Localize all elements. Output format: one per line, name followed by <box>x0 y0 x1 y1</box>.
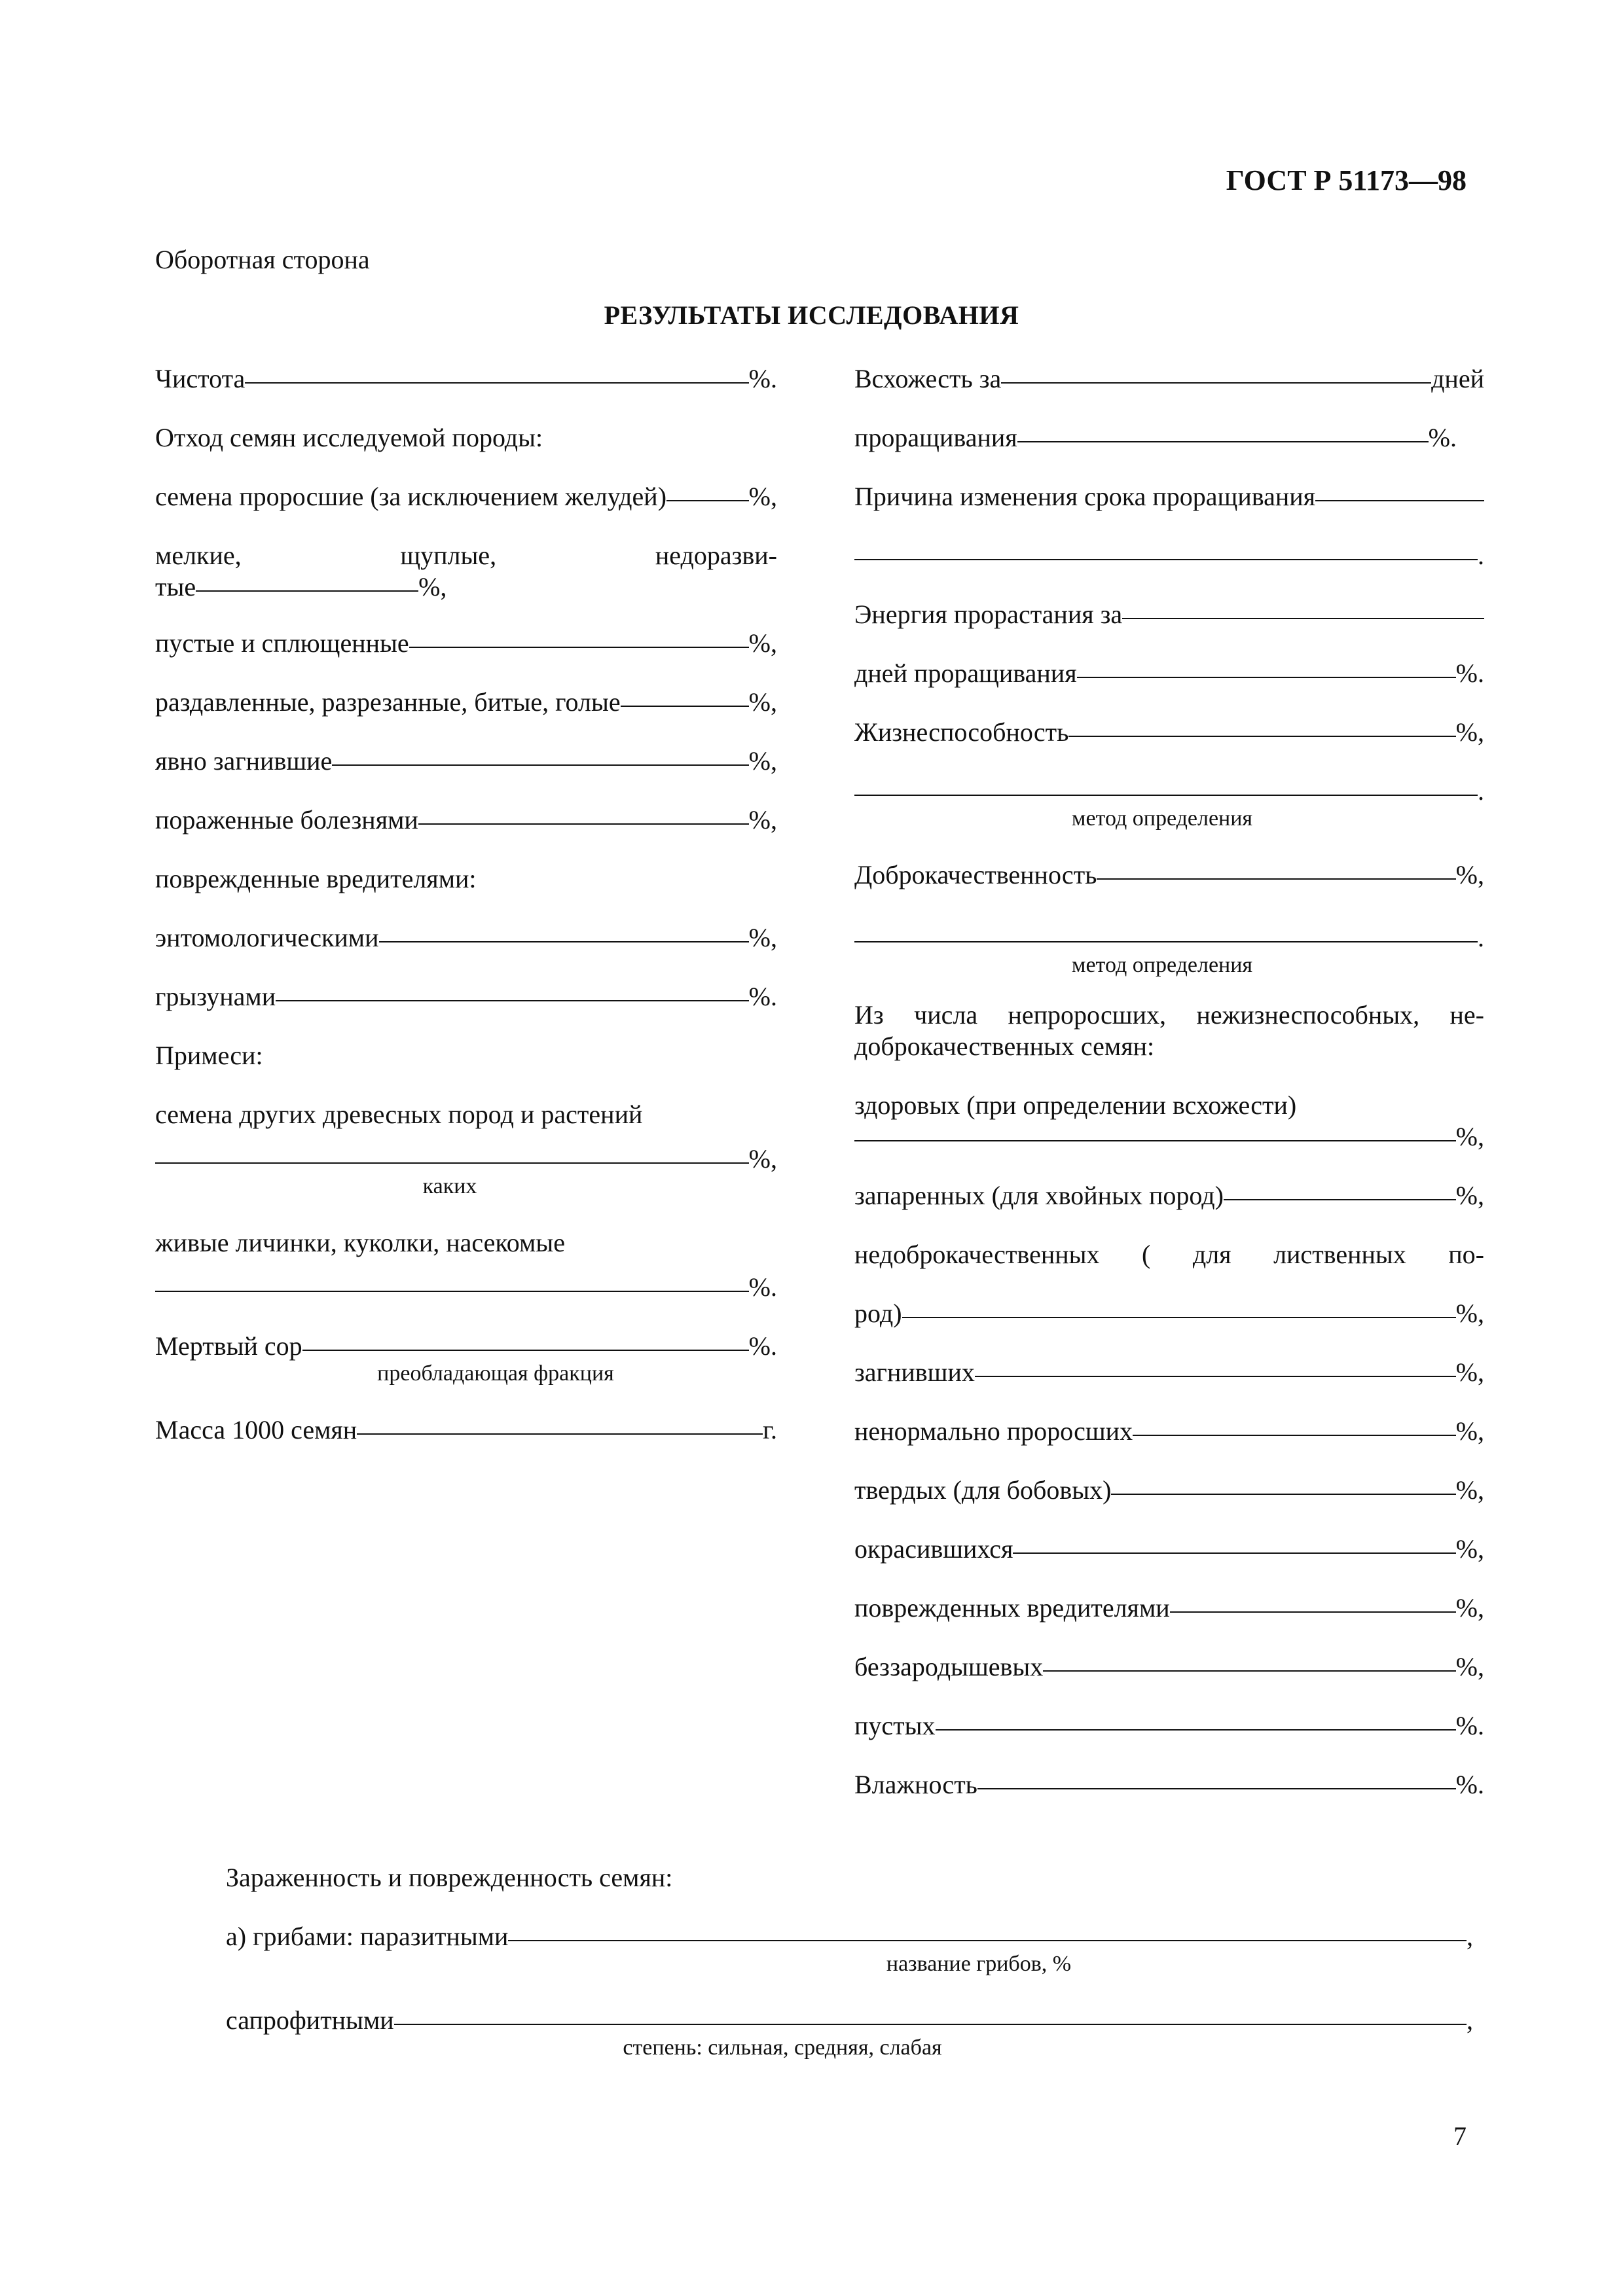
poor-blank[interactable] <box>902 1317 1456 1318</box>
standard-number: ГОСТ Р 51173—98 <box>1226 164 1467 196</box>
parasitic-hint: название грибов, % <box>886 1952 1072 1976</box>
empty-blank[interactable] <box>936 1729 1456 1731</box>
small-label-line: мелкие, щуплые, недоразви- <box>155 541 777 570</box>
germination-blank[interactable] <box>1001 382 1431 384</box>
steamed-blank[interactable] <box>1224 1199 1456 1200</box>
dead-litter-field: Мертвый сор %. <box>155 1331 777 1361</box>
page-caption: Оборотная сторона <box>155 245 370 274</box>
pest-damaged-field: поврежденных вредителями %, <box>854 1593 1484 1623</box>
viability-method-hint: метод определения <box>1071 806 1253 831</box>
hard-blank[interactable] <box>1111 1494 1455 1495</box>
viability-blank[interactable] <box>1068 736 1455 737</box>
impurities-heading: Примеси: <box>155 1041 263 1070</box>
reason-cont-blank[interactable] <box>854 559 1478 560</box>
germination-field: Всхожесть за дней <box>854 364 1484 393</box>
diseased-field: пораженные болезнями %, <box>155 805 777 834</box>
entomological-field: энтомологическими %, <box>155 923 777 952</box>
quality-method-blank[interactable] <box>854 941 1478 942</box>
reason-field: Причина изменения срока проращивания <box>854 481 1484 512</box>
other-seeds-field: %, <box>155 1143 777 1175</box>
crushed-blank[interactable] <box>621 706 749 707</box>
waste-heading: Отход семян исследуемой породы: <box>155 423 543 452</box>
viability-method-field: . <box>854 776 1484 807</box>
embryoless-field: беззародышевых %, <box>854 1652 1484 1681</box>
hard-field: твердых (для бобовых) %, <box>854 1475 1484 1505</box>
other-seeds-text: семена других древесных пород и растений <box>155 1100 643 1129</box>
infection-section <box>226 1862 1473 2089</box>
left-column <box>155 363 777 1473</box>
quality-blank[interactable] <box>1097 878 1455 880</box>
energy-field: Энергия прорастания за <box>854 599 1484 630</box>
rotten-blank[interactable] <box>332 764 748 766</box>
empty-field: пустых %. <box>854 1711 1484 1740</box>
healthy-field: %, <box>854 1121 1484 1153</box>
quality-field: Доброкачественность %, <box>854 860 1484 889</box>
live-larvae-blank[interactable] <box>155 1291 749 1292</box>
parasitic-field: а) грибами: паразитными , <box>226 1922 1473 1951</box>
moisture-blank[interactable] <box>977 1788 1456 1789</box>
diseased-blank[interactable] <box>418 823 749 825</box>
live-larvae-text: живые личинки, куколки, насекомые <box>155 1228 565 1257</box>
pest-damaged-blank[interactable] <box>1170 1611 1456 1613</box>
dead-litter-blank[interactable] <box>302 1350 749 1351</box>
sprouted-blank[interactable] <box>666 500 749 501</box>
other-seeds-hint: каких <box>422 1174 477 1198</box>
reason-cont-field: . <box>854 540 1484 571</box>
saprophytic-field: сапрофитными , <box>226 2005 1473 2035</box>
abnormal-blank[interactable] <box>1133 1435 1456 1436</box>
viability-field: Жизнеспособность %, <box>854 717 1484 747</box>
rodents-blank[interactable] <box>276 1000 749 1001</box>
page-number: 7 <box>1453 2121 1467 2151</box>
saprophytic-blank[interactable] <box>394 2024 1467 2025</box>
rotten-field: явно загнившие %, <box>155 746 777 776</box>
small-field: тые %, <box>155 572 447 601</box>
among-text-1: Из числа непроросших, нежизнеспособных, не- <box>854 1000 1484 1030</box>
energy-days-blank[interactable] <box>1077 677 1456 678</box>
quality-method-field: . <box>854 922 1484 954</box>
page-title: РЕЗУЛЬТАТЫ ИССЛЕДОВАНИЯ <box>604 300 1019 330</box>
germination-days-field: проращивания %. <box>854 423 1457 452</box>
rodents-field: грызунами %. <box>155 982 777 1011</box>
saprophytic-hint: степень: сильная, средняя, слабая <box>623 2036 942 2060</box>
steamed-field: запаренных (для хвойных пород) %, <box>854 1181 1484 1210</box>
entomological-blank[interactable] <box>379 941 749 942</box>
viability-method-blank[interactable] <box>854 795 1478 796</box>
parasitic-blank[interactable] <box>508 1940 1467 1941</box>
other-seeds-blank[interactable] <box>155 1162 749 1164</box>
germination-days-blank[interactable] <box>1017 441 1429 442</box>
healthy-text: здоровых (при определении всхожести) <box>854 1090 1297 1120</box>
pests-heading: поврежденные вредителями: <box>155 864 477 893</box>
empty-flat-field: пустые и сплющенные %, <box>155 628 777 658</box>
poor-field: род) %, <box>854 1299 1484 1328</box>
purity-blank[interactable] <box>245 382 748 384</box>
colored-blank[interactable] <box>1013 1552 1455 1554</box>
reason-blank[interactable] <box>1315 500 1484 501</box>
rotted-field: загнивших %, <box>854 1357 1484 1387</box>
healthy-blank[interactable] <box>854 1140 1456 1141</box>
quality-method-hint: метод определения <box>1071 953 1253 977</box>
live-larvae-field: %. <box>155 1272 777 1303</box>
among-text-2: доброкачественных семян: <box>854 1031 1155 1061</box>
embryoless-blank[interactable] <box>1043 1670 1455 1672</box>
moisture-field: Влажность %. <box>854 1770 1484 1799</box>
colored-field: окрасившихся %, <box>854 1534 1484 1564</box>
purity-field: Чистота %. <box>155 364 777 393</box>
right-column <box>854 363 1484 1828</box>
crushed-field: раздавленные, разрезанные, битые, голые %, <box>155 687 777 717</box>
small-blank[interactable] <box>196 590 418 592</box>
dead-litter-hint: преобладающая фракция <box>377 1361 614 1386</box>
mass-field: Масса 1000 семян г. <box>155 1415 777 1444</box>
rotted-blank[interactable] <box>975 1376 1456 1377</box>
abnormal-field: ненормально проросших %, <box>854 1416 1484 1446</box>
energy-blank[interactable] <box>1122 618 1484 619</box>
infection-heading: Зараженность и поврежденность семян: <box>226 1863 673 1892</box>
mass-blank[interactable] <box>357 1433 763 1435</box>
sprouted-field: семена проросшие (за исключением желудей) %, <box>155 482 777 511</box>
poor-text: недоброкачественных ( для лиственных по- <box>854 1240 1484 1269</box>
empty-flat-blank[interactable] <box>409 647 749 648</box>
energy-days-field: дней проращивания %. <box>854 658 1484 688</box>
